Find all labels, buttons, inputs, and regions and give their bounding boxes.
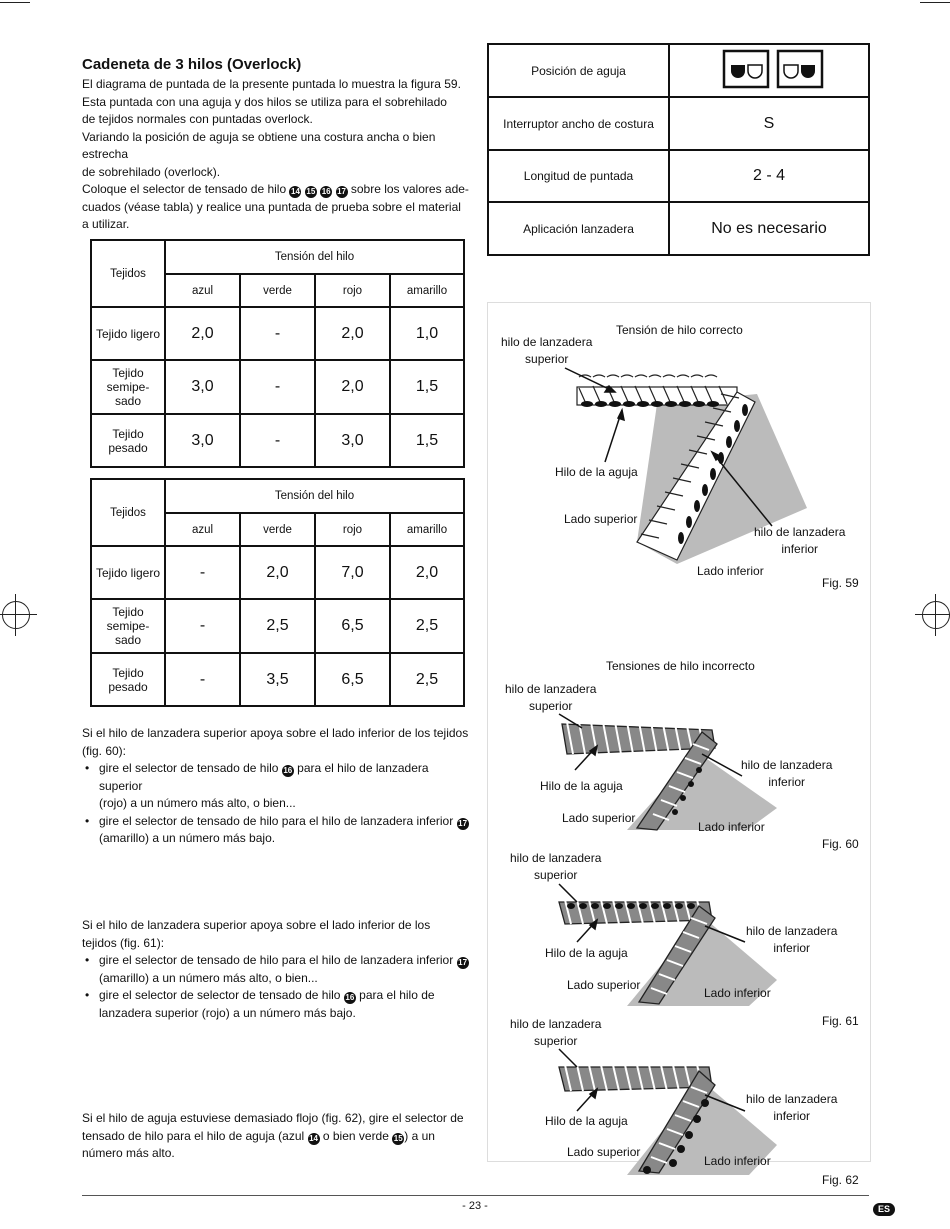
label-text: superior bbox=[534, 868, 578, 882]
text-line: número más alto. bbox=[82, 1146, 175, 1160]
value-cell: 2,0 bbox=[390, 546, 464, 599]
registration-mark-right bbox=[922, 601, 950, 629]
value-cell: - bbox=[240, 360, 315, 414]
text-line: de tejidos normales con puntadas overlock. bbox=[82, 112, 313, 126]
value-cell: 1,5 bbox=[390, 414, 464, 467]
fig59-label-needle: Hilo de la aguja bbox=[555, 465, 638, 479]
fig59-label-top-side: Lado superior bbox=[564, 512, 638, 526]
table-row bbox=[91, 307, 464, 360]
value-cell: 3,5 bbox=[240, 653, 315, 706]
text-fragment: gire el selector de tensado de hilo para el hilo de lanzadera inferior bbox=[99, 953, 454, 967]
label-text: hilo de lanzadera bbox=[741, 758, 833, 772]
value-cell: 2,0 bbox=[315, 360, 390, 414]
table-row bbox=[91, 653, 464, 706]
selector-paragraph bbox=[82, 181, 472, 234]
table-row bbox=[488, 97, 869, 150]
text-line: a utilizar. bbox=[82, 217, 130, 231]
fig59-caption: Tensión de hilo correcto bbox=[616, 323, 743, 337]
value-cell: - bbox=[165, 599, 240, 653]
fig62-number: Fig. 62 bbox=[822, 1173, 859, 1187]
value-cell: 2,0 bbox=[165, 307, 240, 360]
fabric-cell: Tejido pesado bbox=[91, 414, 165, 467]
fig60-caption: Tensiones de hilo incorrecto bbox=[606, 659, 755, 673]
setting-value: No es necesario bbox=[669, 202, 869, 255]
header-fabric: Tejidos bbox=[91, 479, 165, 546]
text-line: tejidos (fig. 61): bbox=[82, 935, 165, 950]
text-line: (fig. 60): bbox=[82, 743, 127, 758]
label-text: hilo de lanzadera bbox=[501, 335, 593, 349]
needle-right-icon bbox=[778, 51, 822, 87]
number-badge: 15 bbox=[393, 1133, 403, 1143]
crop-mark bbox=[0, 2, 30, 3]
number-badge: 17 bbox=[458, 958, 468, 967]
fig59-label-lower bbox=[754, 524, 845, 558]
fig59-number: Fig. 59 bbox=[822, 576, 859, 590]
setting-value: 2 - 4 bbox=[669, 150, 869, 202]
table-row bbox=[488, 150, 869, 202]
value-cell: 2,5 bbox=[390, 653, 464, 706]
text-line bbox=[82, 1128, 472, 1146]
page-number: - 23 - bbox=[462, 1200, 488, 1212]
text-fragment: Coloque el selector de tensado de hilo bbox=[82, 182, 287, 196]
fabric-text: sado bbox=[114, 394, 142, 408]
fig60-label-bottom-side: Lado inferior bbox=[698, 820, 765, 834]
value-cell: - bbox=[165, 653, 240, 706]
fabric-cell: Tejido ligero bbox=[91, 546, 165, 599]
value-cell: - bbox=[240, 307, 315, 360]
value-cell: 3,0 bbox=[315, 414, 390, 467]
fig61-instructions bbox=[82, 917, 472, 952]
fig62-label-bottom-side: Lado inferior bbox=[704, 1154, 771, 1168]
number-badge: 16 bbox=[345, 993, 355, 1002]
value-cell: 2,5 bbox=[240, 599, 315, 653]
label-text: inferior bbox=[773, 941, 811, 955]
header-color: verde bbox=[240, 274, 315, 307]
needle-left-icon bbox=[724, 51, 768, 87]
label-text: hilo de lanzadera bbox=[746, 1092, 838, 1106]
text-fragment: tensado de hilo para el hilo de aguja (azul bbox=[82, 1128, 305, 1143]
text-fragment: gire el selector de tensado de hilo para el hilo de lanzadera inferior bbox=[99, 813, 454, 828]
value-cell: 3,0 bbox=[165, 414, 240, 467]
tension-table-2 bbox=[90, 478, 465, 707]
label-text: hilo de lanzadera bbox=[746, 924, 838, 938]
fig61-label-lower bbox=[746, 923, 837, 957]
text-fragment: sobre los valores ade- bbox=[350, 182, 469, 196]
value-cell: - bbox=[165, 546, 240, 599]
table-row bbox=[488, 202, 869, 255]
number-badge: 14 bbox=[291, 187, 300, 196]
fig60-instructions bbox=[82, 725, 472, 760]
number-badge: 17 bbox=[458, 818, 468, 828]
label-text: superior bbox=[525, 352, 569, 366]
label-text: hilo de lanzadera bbox=[505, 682, 597, 696]
section-title: Cadeneta de 3 hilos (Overlock) bbox=[82, 56, 302, 73]
text-line: Si el hilo de aguja estuviese demasiado flojo (fig. 62), gire el selector de bbox=[82, 1111, 464, 1125]
text-fragment: para el hilo de lanzadera superior bbox=[99, 761, 429, 793]
label-text: hilo de lanzadera bbox=[510, 851, 602, 865]
text-line: Si el hilo de lanzadera superior apoya sobre el lado inferior de los tejidos bbox=[82, 726, 469, 740]
fabric-cell: Tejido pesado bbox=[91, 653, 165, 706]
number-badge: 15 bbox=[306, 187, 316, 196]
label-text: inferior bbox=[768, 775, 806, 789]
fig60-label-needle: Hilo de la aguja bbox=[540, 779, 623, 793]
table-row bbox=[488, 44, 869, 97]
value-cell: 2,5 bbox=[390, 599, 464, 653]
header-tension: Tensión del hilo bbox=[165, 479, 464, 513]
number-badge: 17 bbox=[337, 187, 346, 196]
fabric-cell bbox=[91, 360, 165, 414]
header-color: azul bbox=[165, 274, 240, 307]
table-row bbox=[91, 360, 464, 414]
number-badge: 16 bbox=[283, 766, 293, 775]
header-tension: Tensión del hilo bbox=[165, 240, 464, 274]
number-badge: 14 bbox=[309, 1133, 318, 1143]
fig61-label-bottom-side: Lado inferior bbox=[704, 986, 771, 1000]
value-cell: 1,0 bbox=[390, 307, 464, 360]
fig61-label-upper bbox=[510, 850, 601, 884]
list-item bbox=[82, 987, 472, 1022]
table-row bbox=[91, 546, 464, 599]
value-cell: 2,0 bbox=[240, 546, 315, 599]
text-line: cuados (véase tabla) y realice una puntada de prueba sobre el material bbox=[82, 199, 461, 214]
label-text: hilo de lanzadera bbox=[510, 1017, 602, 1031]
footer-divider bbox=[82, 1195, 869, 1196]
label-text: hilo de lanzadera bbox=[754, 525, 846, 539]
header-color: amarillo bbox=[390, 274, 464, 307]
fig62-label-top-side: Lado superior bbox=[567, 1145, 641, 1159]
table-row bbox=[91, 599, 464, 653]
settings-table bbox=[487, 43, 870, 256]
fig61-number: Fig. 61 bbox=[822, 1014, 859, 1028]
text-line bbox=[82, 181, 472, 199]
setting-label: Interruptor ancho de costura bbox=[488, 97, 669, 150]
fig62-label-lower bbox=[746, 1091, 837, 1125]
fabric-text: sado bbox=[114, 633, 142, 647]
registration-mark-left bbox=[2, 601, 30, 629]
fig60-label-upper bbox=[505, 681, 596, 715]
value-cell: 2,0 bbox=[315, 307, 390, 360]
label-text: inferior bbox=[781, 542, 819, 556]
label-text: superior bbox=[529, 699, 573, 713]
text-fragment: lanzadera superior (rojo) a un número más bajo. bbox=[99, 1005, 356, 1020]
text-fragment: (amarillo) a un número más bajo. bbox=[99, 831, 276, 845]
fig60-number: Fig. 60 bbox=[822, 837, 859, 851]
fig61-label-top-side: Lado superior bbox=[567, 978, 641, 992]
text-line: Esta puntada con una aguja y dos hilos se utiliza para el sobrehilado bbox=[82, 94, 447, 109]
fig59-label-upper bbox=[501, 334, 592, 368]
text-line: El diagrama de puntada de la presente puntada lo muestra la figura 59. bbox=[82, 77, 461, 91]
setting-label: Aplicación lanzadera bbox=[488, 202, 669, 255]
value-cell: 1,5 bbox=[390, 360, 464, 414]
text-line: Variando la posición de aguja se obtiene una costura ancha o bien estrecha bbox=[82, 129, 436, 161]
intro-paragraph bbox=[82, 76, 472, 181]
fabric-text: Tejido semipe- bbox=[106, 605, 150, 633]
value-cell: 6,5 bbox=[315, 653, 390, 706]
text-fragment: ) a un bbox=[404, 1128, 435, 1143]
value-cell: - bbox=[240, 414, 315, 467]
text-fragment: gire el selector de tensado de hilo bbox=[99, 761, 279, 775]
crop-mark bbox=[920, 2, 950, 3]
setting-value: S bbox=[669, 97, 869, 150]
text-fragment: para el hilo de bbox=[359, 988, 435, 1002]
needle-position-cell bbox=[669, 44, 869, 97]
text-line: Si el hilo de lanzadera superior apoya sobre el lado inferior de los bbox=[82, 918, 431, 932]
fabric-cell bbox=[91, 599, 165, 653]
tension-table-1 bbox=[90, 239, 465, 468]
fabric-cell: Tejido ligero bbox=[91, 307, 165, 360]
text-fragment: o bien verde bbox=[322, 1128, 389, 1143]
text-fragment: gire el selector de selector de tensado de hilo bbox=[99, 988, 341, 1002]
header-color: rojo bbox=[315, 274, 390, 307]
value-cell: 6,5 bbox=[315, 599, 390, 653]
header-color: azul bbox=[165, 513, 240, 546]
text-line: de sobrehilado (overlock). bbox=[82, 164, 221, 179]
fig61-label-needle: Hilo de la aguja bbox=[545, 946, 628, 960]
setting-label: Longitud de puntada bbox=[488, 150, 669, 202]
fig62-instructions bbox=[82, 1110, 472, 1163]
list-item bbox=[82, 760, 472, 813]
table-row bbox=[91, 414, 464, 467]
header-color: rojo bbox=[315, 513, 390, 546]
header-color: amarillo bbox=[390, 513, 464, 546]
setting-label: Posición de aguja bbox=[488, 44, 669, 97]
fig60-label-lower bbox=[741, 757, 832, 791]
needle-position-icons bbox=[704, 47, 834, 91]
fig59-label-bottom-side: Lado inferior bbox=[697, 564, 764, 578]
list-item bbox=[82, 813, 472, 848]
header-fabric: Tejidos bbox=[91, 240, 165, 307]
text-fragment: (amarillo) a un número más alto, o bien... bbox=[99, 970, 318, 985]
language-badge: ES bbox=[873, 1203, 895, 1216]
fig60-label-top-side: Lado superior bbox=[562, 811, 636, 825]
number-badge: 16 bbox=[321, 187, 331, 196]
fig61-bullets bbox=[82, 952, 472, 1022]
label-text: superior bbox=[534, 1034, 578, 1048]
text-fragment: (rojo) a un número más alto, o bien... bbox=[99, 796, 296, 810]
fig62-label-upper bbox=[510, 1016, 601, 1050]
label-text: inferior bbox=[773, 1109, 811, 1123]
value-cell: 3,0 bbox=[165, 360, 240, 414]
header-color: verde bbox=[240, 513, 315, 546]
fig62-label-needle: Hilo de la aguja bbox=[545, 1114, 628, 1128]
value-cell: 7,0 bbox=[315, 546, 390, 599]
fig60-bullets bbox=[82, 760, 472, 848]
fabric-text: Tejido semipe- bbox=[106, 366, 150, 394]
list-item bbox=[82, 952, 472, 987]
